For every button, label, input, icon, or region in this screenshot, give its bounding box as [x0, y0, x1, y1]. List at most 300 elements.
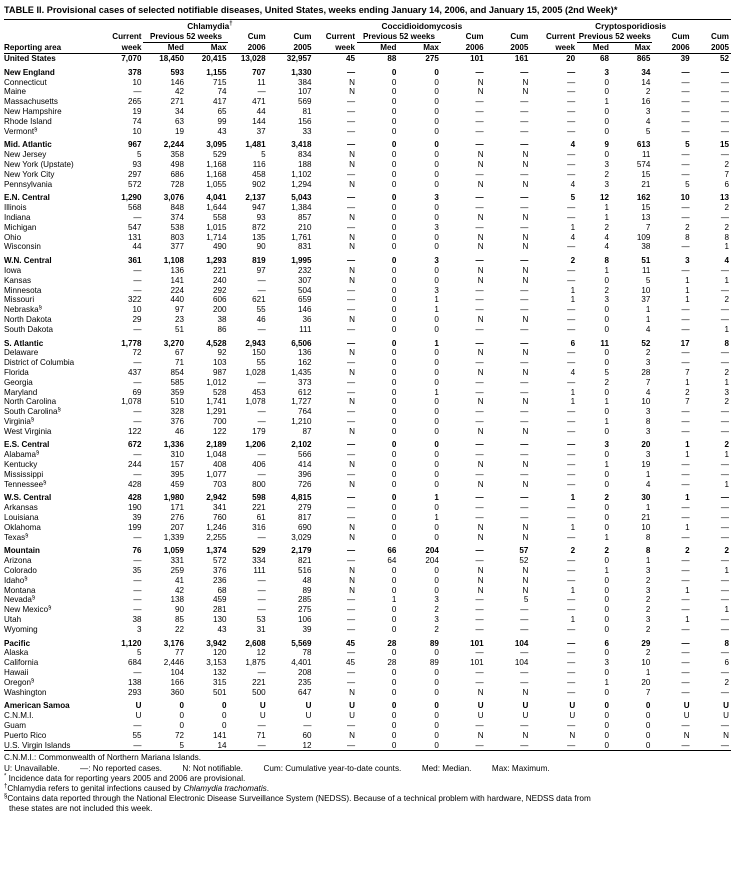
- value-cell: 4: [570, 232, 576, 242]
- reporting-area-cell: Illinois: [4, 203, 27, 213]
- value-cell: —: [567, 87, 576, 97]
- disease-name: Cryptosporidiosis: [595, 21, 667, 31]
- value-cell: 0: [604, 387, 609, 397]
- value-cell: 0: [391, 222, 397, 232]
- reporting-area-cell: Vermont§: [4, 126, 38, 136]
- value-cell: 0: [391, 575, 397, 585]
- value-cell: —: [720, 87, 729, 97]
- value-cell: —: [133, 556, 142, 566]
- value-cell: 131: [127, 232, 142, 242]
- value-cell: —: [520, 193, 529, 203]
- value-cell: 2: [604, 169, 609, 179]
- value-cell: 81: [302, 106, 312, 116]
- value-cell: 803: [170, 232, 184, 242]
- value-cell: 3: [645, 585, 651, 595]
- value-cell: 6: [724, 179, 729, 189]
- value-cell: N: [477, 522, 484, 532]
- value-cell: 0: [391, 522, 397, 532]
- value-cell: —: [720, 212, 729, 222]
- value-cell: 0: [434, 116, 439, 126]
- value-cell: 1,330: [291, 67, 312, 77]
- value-cell: 31: [256, 624, 266, 634]
- value-cell: 2: [645, 87, 651, 97]
- value-cell: 0: [221, 711, 227, 721]
- value-cell: —: [346, 721, 356, 730]
- value-cell: 593: [170, 67, 184, 77]
- value-cell: —: [720, 97, 729, 107]
- value-cell: 136: [297, 348, 312, 358]
- value-cell: —: [520, 324, 529, 334]
- reporting-area-cell: Mississippi: [4, 469, 44, 479]
- value-cell: 150: [252, 348, 266, 358]
- value-cell: 574: [636, 159, 651, 169]
- value-cell: 1: [434, 513, 439, 523]
- value-cell: 0: [391, 701, 397, 711]
- value-cell: 672: [127, 440, 142, 450]
- value-cell: 51: [641, 256, 651, 266]
- value-cell: —: [567, 67, 576, 77]
- value-cell: 0: [604, 522, 609, 532]
- value-cell: —: [681, 479, 690, 489]
- value-cell: 0: [604, 668, 609, 678]
- value-cell: 0: [391, 503, 397, 513]
- reporting-area-cell: Indiana: [4, 212, 31, 222]
- year-2006-header: 2006: [228, 43, 267, 54]
- value-cell: N: [522, 575, 529, 585]
- table-row: [4, 117, 731, 127]
- value-cell: 1,246: [206, 522, 227, 532]
- value-cell: 902: [252, 179, 266, 189]
- value-cell: 188: [297, 159, 312, 169]
- value-cell: 5: [136, 648, 142, 658]
- value-cell: 0: [434, 265, 439, 275]
- value-cell: N: [477, 242, 484, 252]
- value-cell: 16: [641, 97, 651, 107]
- value-cell: 1,714: [206, 232, 227, 242]
- value-cell: N: [349, 265, 356, 275]
- value-cell: 35: [132, 566, 142, 576]
- value-cell: 240: [212, 275, 227, 285]
- value-cell: 0: [434, 397, 439, 407]
- value-cell: —: [520, 285, 529, 295]
- reporting-area-cell: Rhode Island: [4, 116, 52, 126]
- value-cell: 0: [434, 585, 439, 595]
- value-cell: 0: [604, 77, 609, 87]
- value-cell: 715: [212, 77, 227, 87]
- table-row: [4, 348, 731, 358]
- value-cell: 92: [217, 348, 227, 358]
- value-cell: N: [477, 397, 484, 407]
- value-cell: 1,336: [163, 440, 184, 450]
- value-cell: 15: [719, 140, 729, 150]
- value-cell: 275: [297, 605, 312, 615]
- value-cell: —: [567, 595, 576, 605]
- value-cell: 5: [645, 275, 651, 285]
- table-row: [4, 595, 731, 605]
- value-cell: 0: [391, 77, 397, 87]
- value-cell: 1: [724, 377, 729, 387]
- value-cell: —: [681, 314, 690, 324]
- value-cell: 3: [604, 179, 609, 189]
- value-cell: U: [305, 711, 312, 721]
- value-cell: 4: [724, 256, 729, 266]
- value-cell: —: [520, 503, 529, 513]
- footnote-section-cont: these states are not included this week.: [9, 804, 153, 814]
- table-row: [4, 576, 731, 586]
- value-cell: 65: [217, 106, 227, 116]
- value-cell: 1,078: [245, 397, 266, 407]
- med-header: Med: [577, 43, 611, 54]
- value-cell: 341: [212, 503, 227, 513]
- value-cell: 0: [434, 460, 439, 470]
- value-cell: 459: [170, 479, 184, 489]
- value-cell: 37: [256, 126, 266, 136]
- value-cell: 0: [434, 126, 439, 136]
- value-cell: 2: [604, 546, 609, 556]
- value-cell: —: [520, 677, 529, 687]
- reporting-area-cell: New York City: [4, 169, 55, 179]
- value-cell: 32,957: [286, 54, 312, 63]
- value-cell: —: [346, 377, 356, 387]
- value-cell: N: [522, 179, 529, 189]
- value-cell: 101: [470, 658, 484, 668]
- value-cell: —: [520, 440, 529, 450]
- year-2005-header: 2005: [692, 43, 731, 54]
- value-cell: N: [349, 426, 356, 436]
- value-cell: 28: [641, 367, 651, 377]
- value-cell: 2,943: [245, 338, 266, 348]
- reporting-area-cell: Tennessee§: [4, 479, 47, 489]
- value-cell: —: [567, 212, 576, 222]
- reporting-area-cell: Georgia: [4, 377, 33, 387]
- value-cell: 459: [212, 595, 227, 605]
- value-cell: 0: [434, 140, 439, 150]
- value-cell: 647: [297, 687, 312, 697]
- value-cell: 504: [297, 285, 312, 295]
- value-cell: 2: [604, 222, 609, 232]
- value-cell: —: [720, 314, 729, 324]
- med-header: Med: [357, 43, 398, 54]
- value-cell: 3: [645, 615, 651, 625]
- value-cell: —: [520, 450, 529, 460]
- value-cell: 135: [252, 232, 266, 242]
- value-cell: 0: [434, 314, 439, 324]
- value-cell: 88: [387, 54, 397, 63]
- value-cell: 1,644: [206, 203, 227, 213]
- value-cell: 208: [297, 668, 312, 678]
- value-cell: 44: [256, 106, 266, 116]
- value-cell: N: [349, 348, 356, 358]
- value-cell: —: [346, 106, 356, 116]
- value-cell: —: [475, 358, 484, 368]
- value-cell: 38: [132, 615, 142, 625]
- value-cell: —: [520, 305, 529, 315]
- column-header-row-1: [4, 32, 731, 43]
- table-row: [4, 586, 731, 596]
- value-cell: —: [681, 513, 690, 523]
- reporting-area-cell: Delaware: [4, 348, 39, 358]
- value-cell: 10: [641, 285, 651, 295]
- value-cell: 77: [174, 648, 184, 658]
- cum-header: Cum: [510, 32, 529, 42]
- value-cell: 0: [604, 701, 609, 711]
- value-cell: 0: [391, 397, 397, 407]
- value-cell: 707: [252, 67, 266, 77]
- value-cell: 1,290: [121, 193, 142, 203]
- value-cell: 5: [570, 193, 576, 203]
- value-cell: 373: [297, 377, 312, 387]
- value-cell: —: [681, 556, 690, 566]
- value-cell: 612: [297, 387, 312, 397]
- value-cell: N: [349, 275, 356, 285]
- table-row: [4, 648, 731, 658]
- table-row: [4, 407, 731, 417]
- table-row: [4, 286, 731, 296]
- value-cell: 12: [268, 741, 314, 751]
- value-cell: —: [567, 513, 576, 523]
- value-cell: —: [681, 460, 690, 470]
- value-cell: 0: [604, 648, 609, 658]
- value-cell: 0: [391, 668, 397, 678]
- value-cell: 0: [604, 126, 609, 136]
- value-cell: —: [567, 305, 576, 315]
- value-cell: —: [692, 741, 731, 751]
- value-cell: 107: [297, 87, 312, 97]
- table-row: [4, 97, 731, 107]
- value-cell: 0: [391, 67, 397, 77]
- value-cell: 528: [212, 387, 227, 397]
- value-cell: 2: [724, 397, 729, 407]
- table-row: [4, 460, 731, 470]
- value-cell: —: [257, 575, 266, 585]
- value-cell: 74: [132, 116, 142, 126]
- value-cell: 1: [685, 275, 690, 285]
- value-cell: —: [567, 242, 576, 252]
- value-cell: 569: [297, 97, 312, 107]
- value-cell: 0: [391, 624, 397, 634]
- value-cell: 52: [641, 338, 651, 348]
- reporting-area-cell: Florida: [4, 367, 29, 377]
- value-cell: N: [477, 179, 484, 189]
- value-cell: —: [720, 556, 729, 566]
- value-cell: 3: [434, 222, 439, 232]
- reporting-area-cell: Massachusetts: [4, 97, 58, 107]
- reporting-area-cell: Pacific: [4, 638, 31, 648]
- value-cell: —: [567, 556, 576, 566]
- year-2005-header: 2005: [486, 43, 531, 54]
- footnote-text: .: [266, 784, 270, 793]
- value-cell: N: [683, 730, 690, 740]
- value-cell: 43: [217, 624, 227, 634]
- value-cell: N: [349, 367, 356, 377]
- value-cell: 360: [170, 687, 184, 697]
- value-cell: —: [475, 169, 484, 179]
- value-cell: 2: [724, 367, 729, 377]
- reporting-area-cell: Virginia§: [4, 416, 35, 426]
- reporting-area-cell: Pennsylvania: [4, 179, 53, 189]
- table-row: [4, 242, 731, 252]
- value-cell: 0: [434, 232, 439, 242]
- value-cell: 1,015: [206, 222, 227, 232]
- value-cell: 0: [645, 701, 651, 711]
- table-row: [4, 556, 731, 566]
- value-cell: 12: [599, 193, 609, 203]
- reporting-area-cell: California: [4, 658, 39, 668]
- value-cell: —: [475, 615, 484, 625]
- value-cell: 6: [724, 658, 729, 668]
- value-cell: 162: [636, 193, 651, 203]
- value-cell: 0: [391, 169, 397, 179]
- week-header: week: [530, 43, 577, 54]
- value-cell: 19: [132, 106, 142, 116]
- value-cell: 500: [252, 687, 266, 697]
- value-cell: N: [477, 460, 484, 470]
- reporting-area-cell: Utah: [4, 615, 22, 625]
- value-cell: 45: [346, 658, 356, 668]
- value-cell: 7: [685, 367, 690, 377]
- footnote-text: Contains data reported through the National Electronic Disease Surveillance System (NEDSS). Because of a technical problem with hardware, NEDSS data from: [7, 794, 591, 804]
- value-cell: 90: [174, 605, 184, 615]
- value-cell: U: [259, 701, 266, 711]
- value-cell: U: [522, 701, 529, 711]
- value-cell: 0: [604, 585, 609, 595]
- table-row: [4, 276, 731, 286]
- value-cell: 1: [724, 242, 729, 252]
- value-cell: 1,155: [206, 67, 227, 77]
- value-cell: N: [349, 460, 356, 470]
- value-cell: N: [349, 522, 356, 532]
- value-cell: 516: [297, 566, 312, 576]
- reporting-area-cell: New Jersey: [4, 150, 47, 160]
- value-cell: 4: [645, 387, 651, 397]
- footnote-mark: §: [4, 793, 8, 800]
- value-cell: 232: [297, 265, 312, 275]
- value-cell: 2: [724, 159, 729, 169]
- value-cell: 1: [434, 295, 439, 305]
- value-cell: 0: [434, 367, 439, 377]
- value-cell: 122: [127, 426, 142, 436]
- value-cell: —: [257, 605, 266, 615]
- value-cell: N: [522, 532, 529, 542]
- value-cell: U: [683, 701, 690, 711]
- value-cell: 0: [604, 314, 609, 324]
- value-cell: 2,179: [291, 546, 312, 556]
- value-cell: 97: [174, 305, 184, 315]
- value-cell: 3,270: [163, 338, 184, 348]
- value-cell: N: [522, 397, 529, 407]
- value-cell: 376: [212, 566, 227, 576]
- value-cell: 0: [391, 116, 397, 126]
- value-cell: —: [567, 116, 576, 126]
- value-cell: 3: [604, 67, 609, 77]
- value-cell: —: [475, 193, 484, 203]
- reporting-area-cell: Arizona: [4, 556, 32, 566]
- value-cell: 0: [604, 721, 609, 730]
- value-cell: —: [133, 532, 142, 542]
- legend-item: N: Not notifiable.: [182, 763, 243, 773]
- table-row: [4, 480, 731, 490]
- value-cell: 0: [391, 295, 397, 305]
- value-cell: 7: [645, 687, 651, 697]
- max-header: Max: [186, 43, 229, 54]
- value-cell: 2,255: [206, 532, 227, 542]
- value-cell: 1,120: [121, 638, 142, 648]
- reporting-area-cell: Ohio: [4, 232, 22, 242]
- value-cell: —: [720, 116, 729, 126]
- reporting-area-cell: Mid. Atlantic: [4, 140, 52, 150]
- value-cell: 1: [685, 440, 690, 450]
- value-cell: 0: [434, 77, 439, 87]
- table-row: [4, 668, 731, 678]
- value-cell: —: [346, 338, 356, 348]
- table-row: [4, 64, 731, 78]
- value-cell: U: [569, 711, 576, 721]
- cum-header: Cum: [671, 32, 690, 42]
- value-cell: N: [522, 522, 529, 532]
- value-cell: N: [349, 730, 356, 740]
- reporting-area-cell: North Dakota: [4, 314, 52, 324]
- table-row: [4, 688, 731, 698]
- value-cell: 0: [179, 721, 184, 730]
- value-cell: 138: [170, 595, 184, 605]
- value-cell: 103: [212, 358, 227, 368]
- value-cell: 0: [604, 150, 609, 160]
- value-cell: 800: [252, 479, 266, 489]
- value-cell: N: [522, 212, 529, 222]
- value-cell: —: [520, 126, 529, 136]
- value-cell: —: [681, 648, 690, 658]
- value-cell: 4,528: [206, 338, 227, 348]
- value-cell: —: [681, 416, 690, 426]
- value-cell: 310: [170, 450, 184, 460]
- value-cell: 53: [256, 615, 266, 625]
- value-cell: 1: [645, 469, 651, 479]
- value-cell: 86: [217, 324, 227, 334]
- value-cell: 20,415: [201, 54, 227, 63]
- value-cell: 3: [434, 595, 439, 605]
- value-cell: —: [720, 668, 729, 678]
- disease-chlamydia-header: [106, 20, 313, 33]
- table-row: [4, 315, 731, 325]
- value-cell: 3: [724, 387, 729, 397]
- reporting-area-cell: Nebraska§: [4, 305, 42, 315]
- reporting-area-cell: Mountain: [4, 546, 40, 556]
- value-cell: 207: [170, 522, 184, 532]
- value-cell: —: [681, 106, 690, 116]
- reporting-area-cell: Iowa: [4, 265, 22, 275]
- value-cell: N: [477, 687, 484, 697]
- value-cell: 0: [604, 348, 609, 358]
- value-cell: —: [475, 377, 484, 387]
- value-cell: 1: [604, 416, 609, 426]
- value-cell: 29: [641, 638, 651, 648]
- value-cell: N: [477, 265, 484, 275]
- value-cell: 89: [429, 638, 439, 648]
- table-row: [4, 150, 731, 160]
- value-cell: 0: [604, 358, 609, 368]
- cum-header: Cum: [465, 32, 484, 42]
- value-cell: —: [346, 440, 356, 450]
- value-cell: —: [681, 605, 690, 615]
- value-cell: —: [257, 324, 266, 334]
- value-cell: —: [346, 605, 356, 615]
- value-cell: 3: [434, 615, 439, 625]
- value-cell: 8: [724, 232, 729, 242]
- value-cell: —: [346, 648, 356, 658]
- value-cell: 0: [391, 179, 397, 189]
- value-cell: U: [723, 701, 729, 711]
- disease-table: [4, 19, 731, 751]
